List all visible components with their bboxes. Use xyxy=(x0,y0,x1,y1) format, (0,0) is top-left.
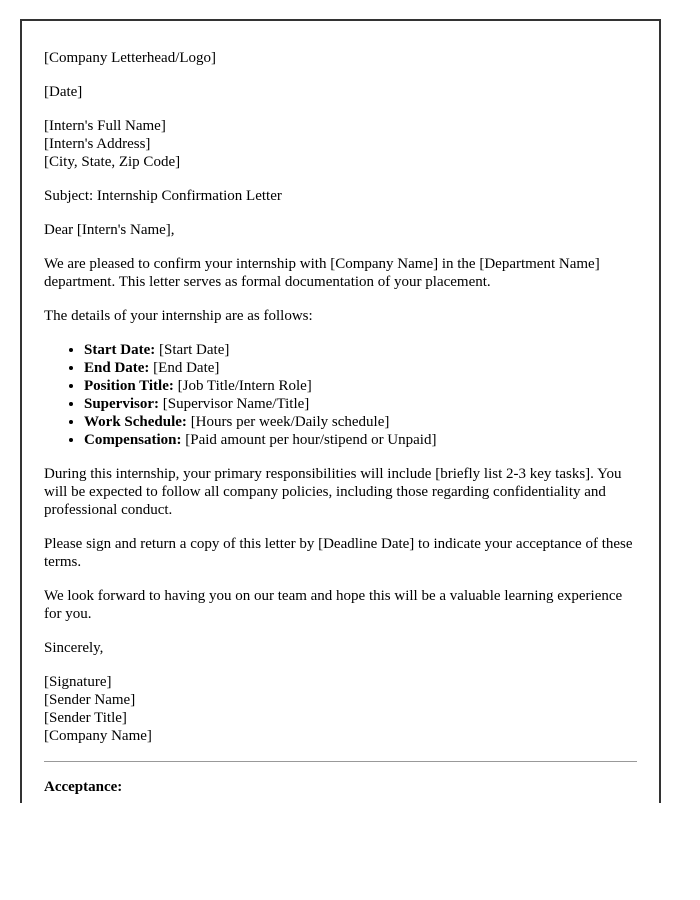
detail-start-date xyxy=(84,341,637,359)
recipient-name-line: [Intern's Full Name] xyxy=(44,118,166,134)
letter-page xyxy=(20,19,661,803)
details-lead-paragraph: The details of your internship are as follows: xyxy=(44,308,313,324)
subject-line: Subject: Internship Confirmation Letter xyxy=(44,188,282,204)
signature-block xyxy=(44,673,637,745)
detail-compensation xyxy=(84,431,637,449)
section-divider xyxy=(44,761,637,762)
signature-placeholder: [Signature] xyxy=(44,674,112,690)
sender-title-line: [Sender Title] xyxy=(44,710,127,726)
date-line: [Date] xyxy=(44,84,83,100)
detail-value: [Start Date] xyxy=(158,342,230,358)
detail-value: [End Date] xyxy=(153,360,220,376)
detail-supervisor xyxy=(84,395,637,413)
detail-label: Supervisor: xyxy=(84,396,159,412)
letterhead-placeholder: [Company Letterhead/Logo] xyxy=(44,50,217,66)
detail-value: [Hours per week/Daily schedule] xyxy=(190,414,390,430)
detail-value: [Paid amount per hour/stipend or Unpaid] xyxy=(185,432,437,448)
detail-value: [Supervisor Name/Title] xyxy=(162,396,310,412)
detail-label: Compensation: xyxy=(84,432,182,448)
recipient-address-line: [Intern's Address] xyxy=(44,136,151,152)
recipient-city-line: [City, State, Zip Code] xyxy=(44,154,181,170)
detail-label: Start Date: xyxy=(84,342,156,358)
responsibilities-paragraph: During this internship, your primary responsibilities will include [briefly list 2-3 key tasks]. You will be expected to follow all company policies, including those regarding confidentiality and professional conduct. xyxy=(44,466,622,518)
sender-company-line: [Company Name] xyxy=(44,728,152,744)
acceptance-heading: Acceptance: xyxy=(44,779,123,795)
detail-work-schedule xyxy=(84,413,637,431)
closing-remark-paragraph: We look forward to having you on our team and hope this will be a valuable learning experience for you. xyxy=(44,588,623,622)
detail-end-date xyxy=(84,359,637,377)
internship-details-list xyxy=(44,341,637,449)
salutation: Dear [Intern's Name], xyxy=(44,222,175,238)
detail-value: [Job Title/Intern Role] xyxy=(177,378,312,394)
detail-label: End Date: xyxy=(84,360,150,376)
intro-paragraph: We are pleased to confirm your internship with [Company Name] in the [Department Name] department. This letter serves as formal documentation of your placement. xyxy=(44,256,600,290)
detail-position-title xyxy=(84,377,637,395)
sign-return-paragraph: Please sign and return a copy of this letter by [Deadline Date] to indicate your acceptance of these terms. xyxy=(44,536,633,570)
recipient-block xyxy=(44,117,637,171)
detail-label: Position Title: xyxy=(84,378,174,394)
sender-name-line: [Sender Name] xyxy=(44,692,136,708)
closing-salutation: Sincerely, xyxy=(44,640,104,656)
detail-label: Work Schedule: xyxy=(84,414,187,430)
